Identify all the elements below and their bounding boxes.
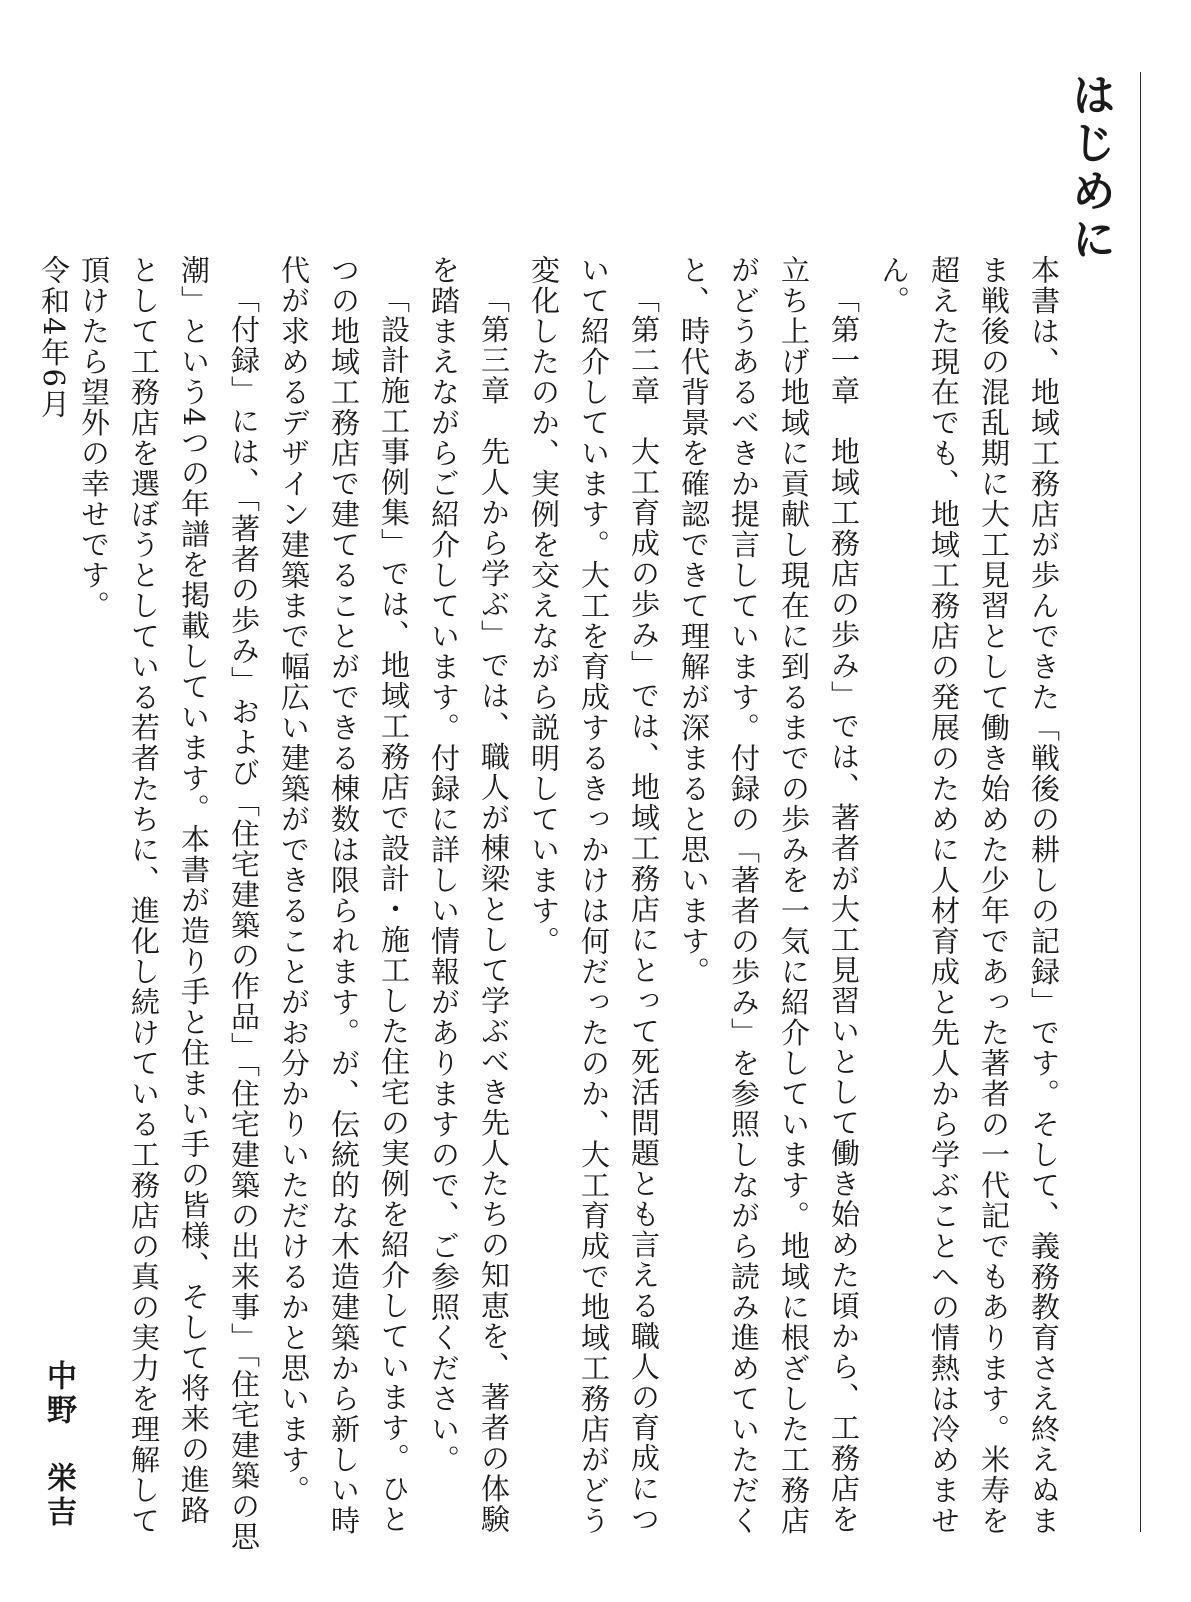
paragraph-case-studies: 「設計施工事例集」では、地域工務店で設計・施工した住宅の実例を紹介しています。ひとつの地域工務店で建てることができる棟数は限られます。が、伝統的な木造建築から新しい時代が求めるデザイン建築まで幅広い建築ができることがお分かりいただけるかと思います。 <box>277 255 411 1536</box>
date-line: 令和4年6月 <box>37 255 71 420</box>
author-name: 中野 栄吉 <box>41 1360 76 1530</box>
paragraph-chapter-3: 「第三章 先人から学ぶ」では、職人が棟梁として学ぶべき先人たちの知恵を、著者の体験を踏まえながらご紹介しています。付録に詳しい情報がありますので、ご参照ください。 <box>427 255 511 1535</box>
title-divider <box>1140 72 1141 1532</box>
paragraph-appendix: 「付録」には、「著者の歩み」および「住宅建築の作品」「住宅建築の出来事」「住宅建築の思潮」という4つの年譜を掲載しています。本書が造り手と住まい手の皆様、そして将来の進路として工務店を選ぼうとしている若者たちに、進化し続けている工務店の真の実力を理解して頂けたら望外の幸せです。 <box>77 255 261 1552</box>
body-text <box>77 255 1069 1555</box>
paragraph-chapter-1: 「第一章 地域工務店の歩み」では、著者が大工見習いとして働き始めた頃から、工務店を立ち上げ地域に貢献し現在に到るまでの歩みを一気に紹介しています。地域に根ざした工務店がどうあるべきか提言しています。付録の「著者の歩み」を参照しながら読み進めていただくと、時代背景を確認できて理解が深まると思います。 <box>677 255 861 1536</box>
paragraph-intro: 本書は、地域工務店が歩んできた「戦後の耕しの記録」です。そして、義務教育さえ終えぬまま戦後の混乱期に大工見習として働き始めた少年であった著者の一代記でもあります。米寿を超えた現在でも、地域工務店の発展のために人材育成と先人から学ぶことへの情熱は冷めません。 <box>877 255 1061 1536</box>
page-title: はじめに <box>1064 72 1115 264</box>
paragraph-chapter-2: 「第二章 大工育成の歩み」では、地域工務店にとって死活問題とも言える職人の育成について紹介しています。大工を育成するきっかけは何だったのか、大工育成で地域工務店がどう変化したのか、実例を交えながら説明しています。 <box>527 255 661 1536</box>
